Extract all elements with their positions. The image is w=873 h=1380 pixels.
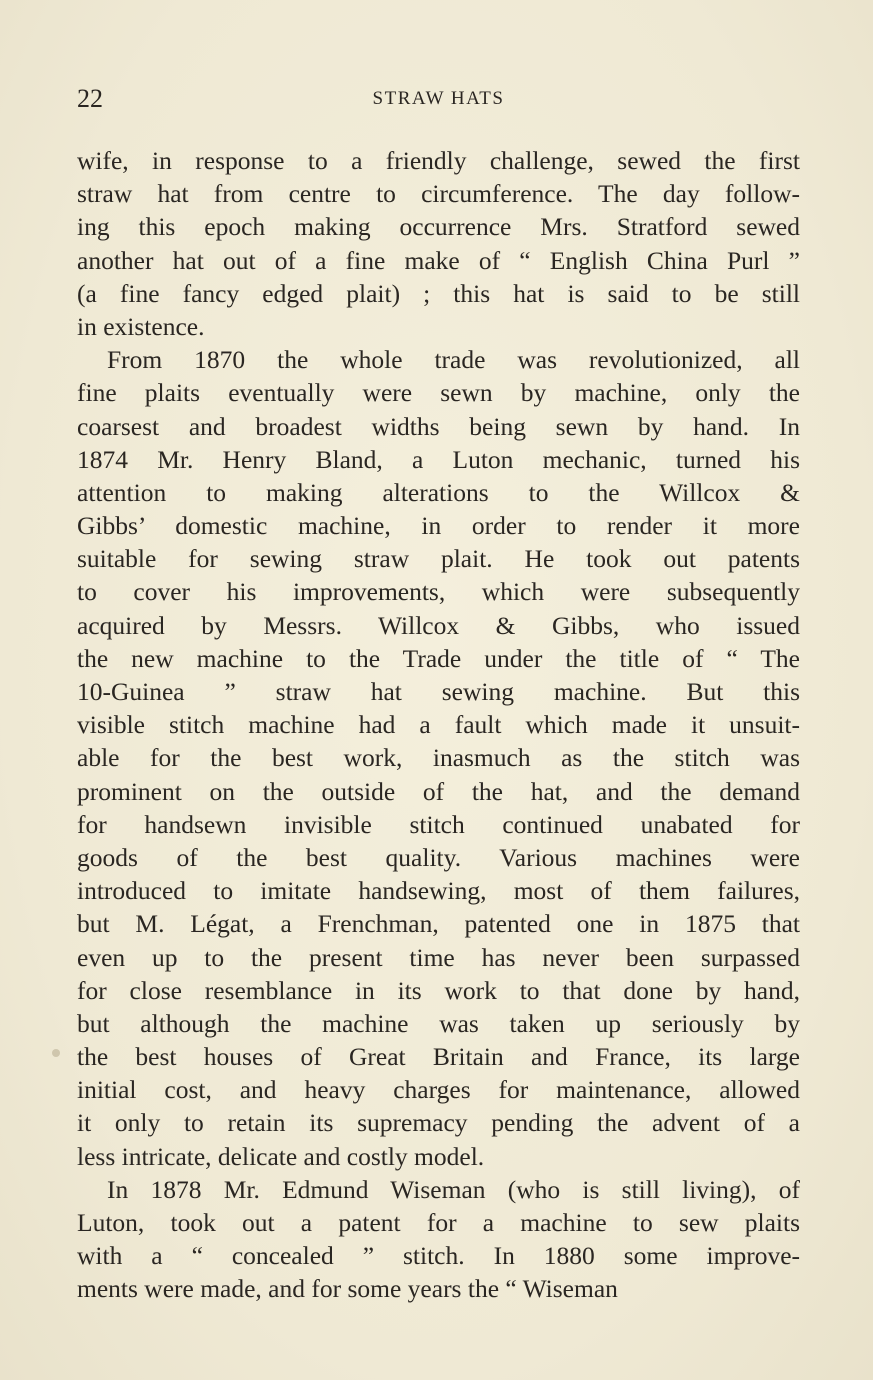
text-line: fine plaits eventually were sewn by machine, only the	[77, 378, 800, 408]
margin-blemish	[52, 1049, 60, 1057]
text-line: goods of the best quality. Various machines were	[77, 842, 800, 872]
text-line: In 1878 Mr. Edmund Wiseman (who is still living), of	[107, 1174, 800, 1204]
text-line: but M. Légat, a Frenchman, patented one in 1875 that	[77, 909, 800, 939]
text-line: visible stitch machine had a fault which made it unsuit-	[77, 710, 800, 740]
text-line: less intricate, delicate and costly model.	[77, 1141, 485, 1171]
text-line: in existence.	[77, 311, 205, 341]
text-line: attention to making alterations to the Willcox &	[77, 477, 800, 507]
text-line: prominent on the outside of the hat, and the demand	[77, 776, 800, 806]
paragraph	[77, 144, 800, 343]
text-line: wife, in response to a friendly challenge, sewed the first	[77, 146, 800, 175]
text-line: ments were made, and for some years the “ Wiseman	[77, 1274, 618, 1304]
text-line: initial cost, and heavy charges for maintenance, allowed	[77, 1075, 800, 1105]
text-line: to cover his improvements, which were subsequently	[77, 577, 800, 607]
text-line: acquired by Messrs. Willcox & Gibbs, who issued	[77, 610, 800, 640]
text-line: the best houses of Great Britain and France, its large	[77, 1042, 800, 1072]
text-line: able for the best work, inasmuch as the stitch was	[77, 743, 800, 773]
text-line: suitable for sewing straw plait. He took out patents	[77, 544, 800, 574]
body-text	[77, 144, 800, 1306]
page-number: 22	[77, 84, 103, 113]
text-line: for handsewn invisible stitch continued unabated for	[77, 809, 800, 839]
text-line: coarsest and broadest widths being sewn by hand. In	[77, 411, 800, 441]
text-line: Gibbs’ domestic machine, in order to render it more	[77, 511, 800, 541]
text-line: Luton, took out a patent for a machine to sew plaits	[77, 1208, 800, 1237]
text-line: the new machine to the Trade under the title of “ The	[77, 643, 800, 673]
text-line: even up to the present time has never been surpassed	[77, 942, 800, 972]
text-line: (a fine fancy edged plait) ; this hat is said to be still	[77, 278, 800, 308]
text-line: it only to retain its supremacy pending the advent of a	[77, 1108, 800, 1138]
text-line: 1874 Mr. Henry Bland, a Luton mechanic, turned his	[77, 444, 800, 474]
text-line: From 1870 the whole trade was revolutionized, all	[107, 345, 800, 375]
running-title: STRAW HATS	[372, 88, 505, 109]
text-line: but although the machine was taken up seriously by	[77, 1008, 800, 1038]
paragraph	[77, 1173, 800, 1306]
text-line: straw hat from centre to circumference. The day follow-	[77, 179, 800, 209]
paragraph	[77, 343, 800, 1173]
text-line: another hat out of a fine make of “ English China Purl ”	[77, 245, 800, 275]
running-head	[77, 84, 800, 114]
text-line: introduced to imitate handsewing, most of them failures,	[77, 876, 800, 906]
text-line: 10-Guinea ” straw hat sewing machine. But this	[77, 677, 800, 706]
text-line: for close resemblance in its work to that done by hand,	[77, 975, 800, 1005]
text-line: with a “ concealed ” stitch. In 1880 some improve-	[77, 1241, 800, 1271]
text-line: ing this epoch making occurrence Mrs. Stratford sewed	[77, 212, 800, 242]
